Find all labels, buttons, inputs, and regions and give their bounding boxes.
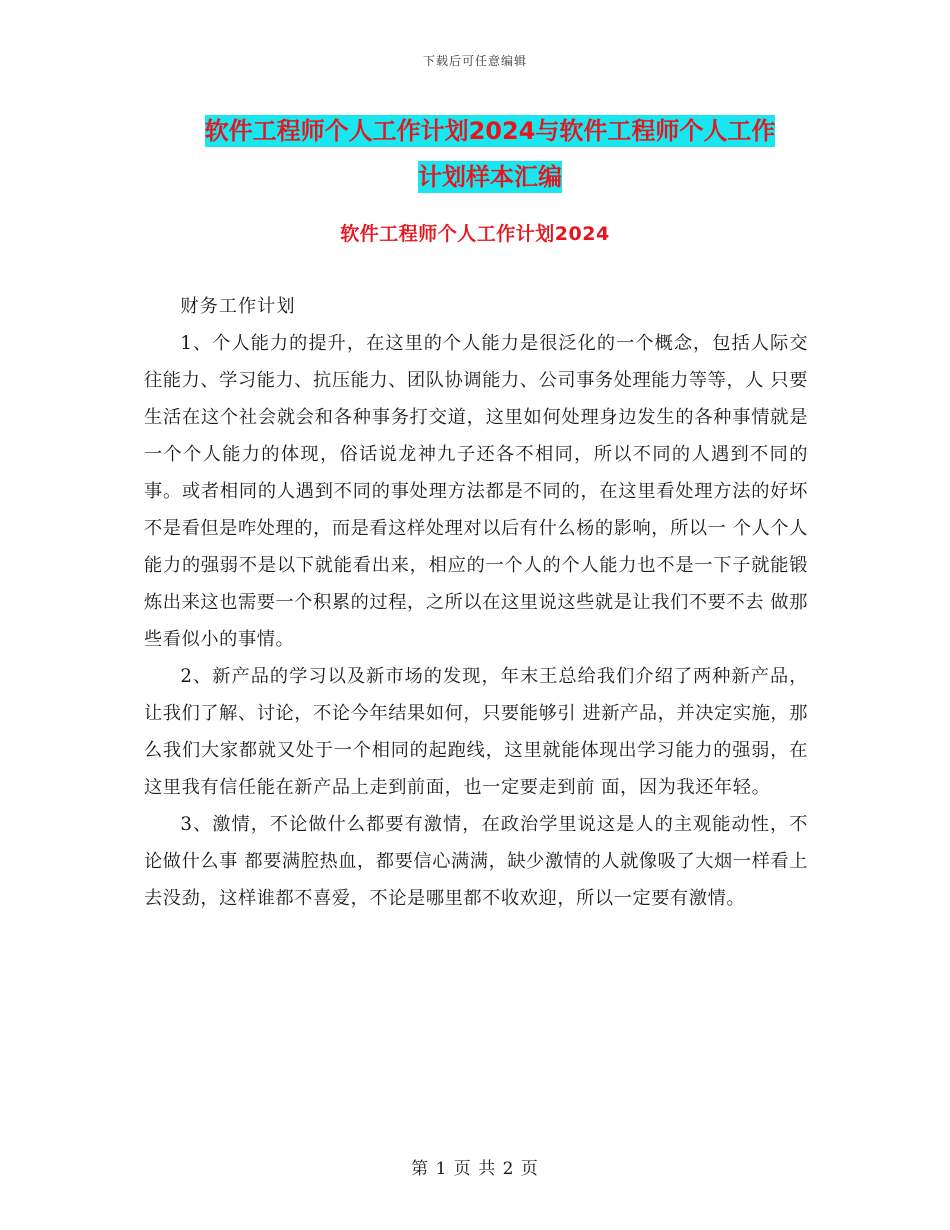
document-title-line-1: 软件工程师个人工作计划2024与软件工程师个人工作 <box>204 117 776 145</box>
paragraph-subheading: 财务工作计划 <box>180 296 296 317</box>
document-body <box>144 288 808 917</box>
document-title <box>140 108 840 200</box>
paragraph-1: 1、个人能力的提升，在这里的个人能力是很泛化的一个概念，包括人际交往能力、学习能力、抗压能力、团队协调能力、公司事务处理能力等等，人 只要生活在这个社会就会和各种事务打交道，这里如何处理身边发生的各种事情就是一个个人能力的体现，俗话说龙神九子还各不相同，所以不同的人遇到不同的 事。或者相同的人遇到不同的事处理方法都是不同的，在这里看处理方法的好坏不是看但是咋处理的，而是看这样处理对以后有什么杨的影响，所以一 个人个人能力的强弱不是以下就能看出来，相应的一个人的个人能力也不是一下子就能锻炼出来这也需要一个积累的过程，之所以在这里说这些就是让我们不要不去 做那些看似小的事情。 <box>144 333 808 650</box>
document-title-line-2: 计划样本汇编 <box>418 163 562 191</box>
header-note: 下载后可任意编辑 <box>422 54 527 68</box>
paragraph-2: 2、新产品的学习以及新市场的发现，年末王总给我们介绍了两种新产品，让我们了解、讨论，不论今年结果如何，只要能够引 进新产品，并决定实施，那么我们大家都就又处于一个相同的起跑线，这里就能体现出学习能力的强弱，在这里我有信任能在新产品上走到前面，也一定要走到前 面，因为我还年轻。 <box>144 666 808 798</box>
paragraph-3: 3、激情，不论做什么都要有激情，在政治学里说这是人的主观能动性，不论做什么事 都要满腔热血，都要信心满满，缺少激情的人就像吸了大烟一样看上去没劲，这样谁都不喜爱，不论是哪里都不收欢迎，所以一定要有激情。 <box>144 814 808 909</box>
page-footer: 第 1 页 共 2 页 <box>411 1159 539 1179</box>
section-title: 软件工程师个人工作计划2024 <box>340 223 610 245</box>
